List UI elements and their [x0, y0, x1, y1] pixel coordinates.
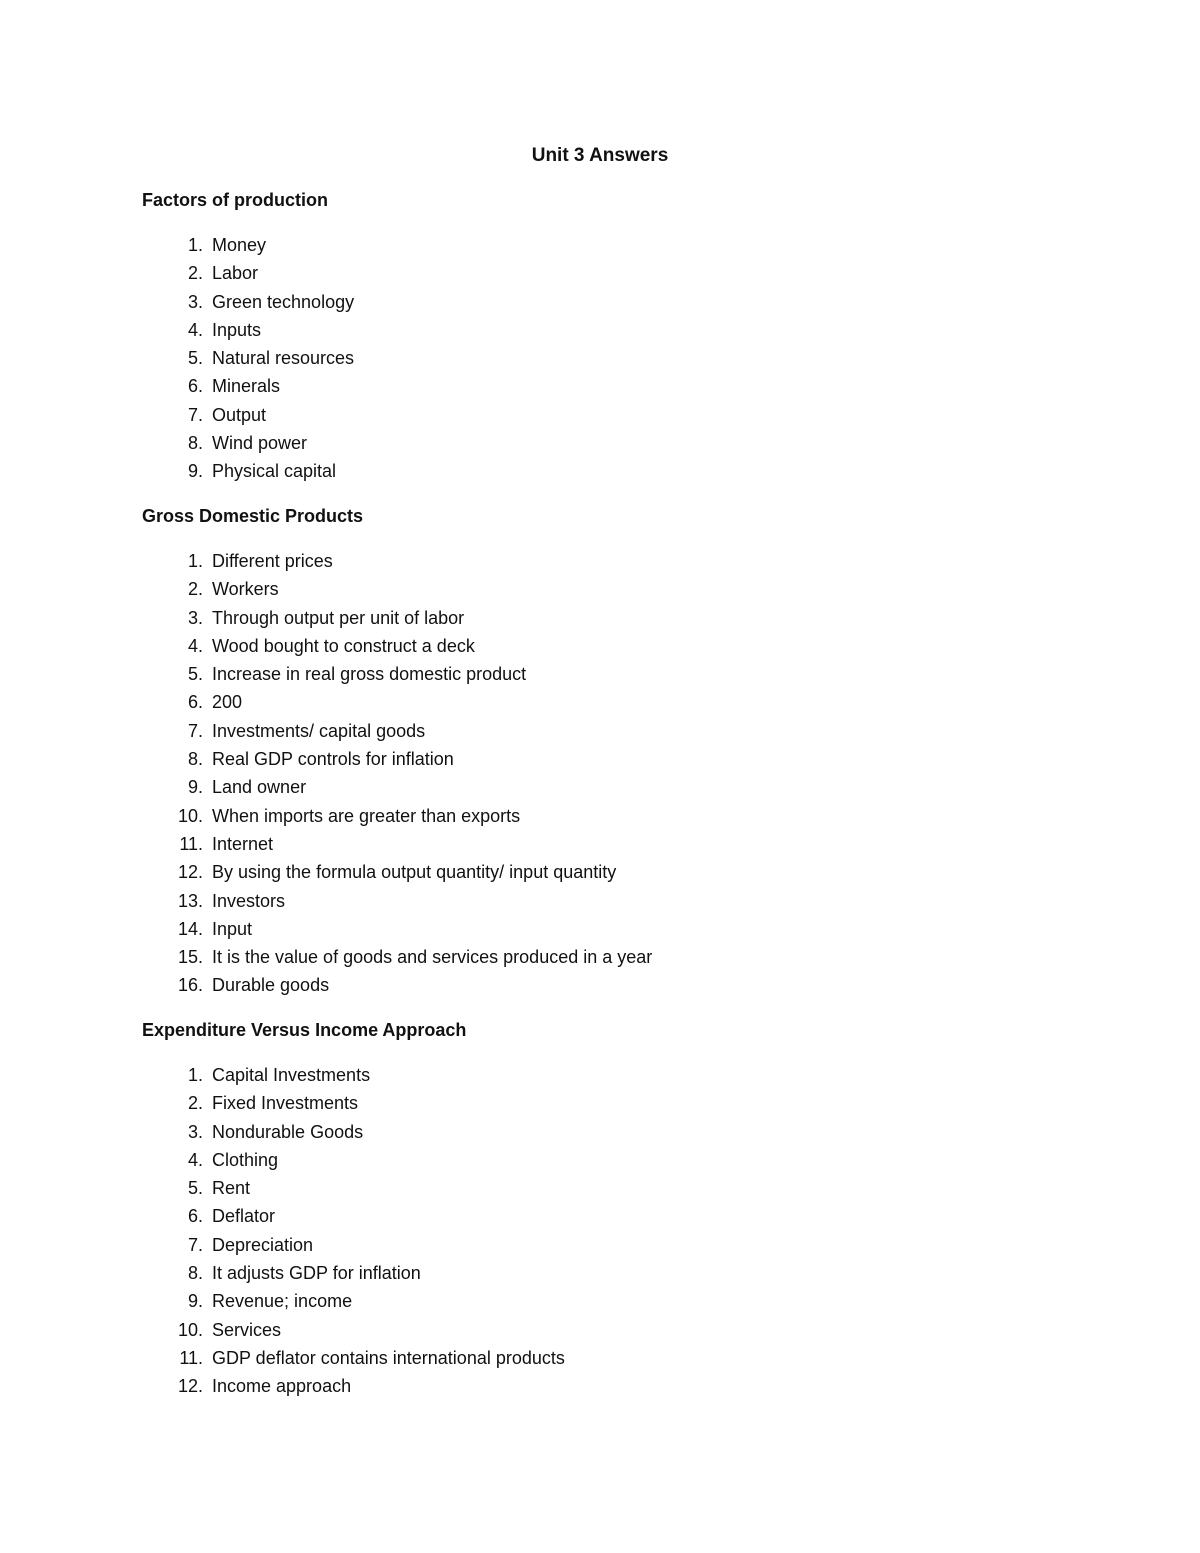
item-text: Land owner [212, 777, 307, 798]
item-number: 2. [187, 579, 203, 600]
item-text: Wind power [212, 433, 308, 454]
item-number: 1. [187, 551, 203, 571]
list-item [142, 1202, 1042, 1230]
item-text: Workers [212, 579, 279, 600]
item-number: 11. [179, 833, 203, 854]
item-number: 15. [177, 947, 203, 968]
item-number: 4. [187, 1149, 203, 1170]
item-number: 13. [177, 890, 203, 911]
item-text: Wood bought to construct a deck [212, 635, 475, 656]
item-number: 4. [187, 635, 203, 656]
item-text: Real GDP controls for inflation [212, 749, 454, 770]
item-number: 10. [177, 1319, 203, 1340]
item-text: 200 [212, 692, 243, 713]
item-number: 8. [187, 749, 203, 770]
list-item [142, 745, 1042, 773]
list-item [142, 429, 1042, 457]
item-text: Through output per unit of labor [212, 607, 465, 628]
list-item [142, 604, 1042, 632]
list-item [142, 1287, 1042, 1315]
item-number: 3. [187, 1121, 203, 1142]
section-heading: Expenditure Versus Income Approach [142, 1020, 467, 1040]
answer-list [142, 547, 1042, 1000]
item-text: Different prices [212, 551, 333, 571]
item-number: 8. [187, 433, 203, 454]
item-text: Nondurable Goods [212, 1121, 364, 1142]
list-item [142, 259, 1042, 287]
item-number: 9. [187, 461, 203, 482]
item-text: Durable goods [212, 975, 330, 996]
item-number: 4. [187, 319, 203, 340]
item-number: 12. [177, 1376, 203, 1397]
item-number: 1. [187, 1065, 203, 1085]
item-text: GDP deflator contains international products [212, 1347, 565, 1368]
item-text: Internet [212, 833, 274, 854]
list-item [142, 717, 1042, 745]
item-number: 2. [187, 263, 203, 284]
item-text: Increase in real gross domestic product [212, 664, 527, 685]
list-item [142, 887, 1042, 915]
item-number: 5. [187, 348, 203, 369]
answer-list [142, 231, 1042, 486]
item-text: Labor [212, 263, 259, 284]
list-item [142, 231, 1042, 259]
item-text: Clothing [212, 1149, 279, 1170]
list-item [142, 773, 1042, 801]
item-text: Output [212, 404, 267, 425]
item-number: 7. [187, 1234, 203, 1255]
list-item [142, 575, 1042, 603]
item-text: Deflator [212, 1206, 276, 1227]
item-number: 6. [187, 692, 203, 713]
item-text: Investors [212, 890, 286, 911]
section-heading: Gross Domestic Products [142, 506, 364, 526]
list-item [142, 1118, 1042, 1146]
item-text: Depreciation [212, 1234, 314, 1255]
list-item [142, 1259, 1042, 1287]
list-item [142, 1174, 1042, 1202]
section-factors-of-production [142, 187, 1042, 486]
list-item [142, 401, 1042, 429]
section-gross-domestic-products [142, 503, 1042, 1000]
item-text: Green technology [212, 291, 355, 312]
item-text: Income approach [212, 1376, 352, 1397]
list-item [142, 1372, 1042, 1400]
list-item [142, 1344, 1042, 1372]
list-item [142, 1231, 1042, 1259]
item-number: 7. [187, 720, 203, 741]
item-number: 3. [187, 607, 203, 628]
list-item [142, 915, 1042, 943]
item-text: Natural resources [212, 348, 355, 369]
list-item [142, 943, 1042, 971]
document-title: Unit 3 Answers [531, 145, 669, 166]
answer-list [142, 1061, 1042, 1401]
list-item [142, 971, 1042, 999]
item-number: 11. [179, 1347, 203, 1368]
list-item [142, 457, 1042, 485]
list-item [142, 688, 1042, 716]
item-text: By using the formula output quantity/ input quantity [212, 862, 617, 883]
item-number: 9. [187, 1291, 203, 1312]
item-text: Rent [212, 1178, 251, 1199]
item-number: 7. [187, 404, 203, 425]
list-item [142, 802, 1042, 830]
item-number: 10. [177, 805, 203, 826]
section-heading: Factors of production [142, 190, 328, 210]
list-item [142, 830, 1042, 858]
list-item [142, 344, 1042, 372]
item-text: Input [212, 918, 253, 939]
item-text: Minerals [212, 376, 281, 397]
item-number: 6. [187, 1206, 203, 1227]
list-item [142, 632, 1042, 660]
item-text: Investments/ capital goods [212, 720, 426, 741]
item-number: 1. [187, 235, 203, 255]
item-number: 5. [187, 1178, 203, 1199]
item-number: 3. [187, 291, 203, 312]
item-number: 6. [187, 376, 203, 397]
list-item [142, 858, 1042, 886]
item-text: Capital Investments [212, 1065, 371, 1085]
item-number: 14. [177, 918, 203, 939]
list-item [142, 1146, 1042, 1174]
item-text: Physical capital [212, 461, 337, 482]
list-item [142, 1089, 1042, 1117]
list-item [142, 288, 1042, 316]
item-text: When imports are greater than exports [212, 805, 521, 826]
item-text: It is the value of goods and services produced in a year [212, 947, 653, 968]
item-text: Money [212, 235, 267, 255]
item-text: It adjusts GDP for inflation [212, 1263, 421, 1284]
item-number: 9. [187, 777, 203, 798]
list-item [142, 1061, 1042, 1089]
list-item [142, 547, 1042, 575]
item-text: Inputs [212, 319, 262, 340]
item-number: 2. [187, 1093, 203, 1114]
section-expenditure-versus-income-approach [142, 1017, 1042, 1401]
list-item [142, 1316, 1042, 1344]
item-number: 5. [187, 664, 203, 685]
item-number: 12. [177, 862, 203, 883]
list-item [142, 316, 1042, 344]
item-text: Fixed Investments [212, 1093, 359, 1114]
item-number: 16. [177, 975, 203, 996]
item-number: 8. [187, 1263, 203, 1284]
list-item [142, 660, 1042, 688]
item-text: Services [212, 1319, 282, 1340]
item-text: Revenue; income [212, 1291, 353, 1312]
list-item [142, 372, 1042, 400]
